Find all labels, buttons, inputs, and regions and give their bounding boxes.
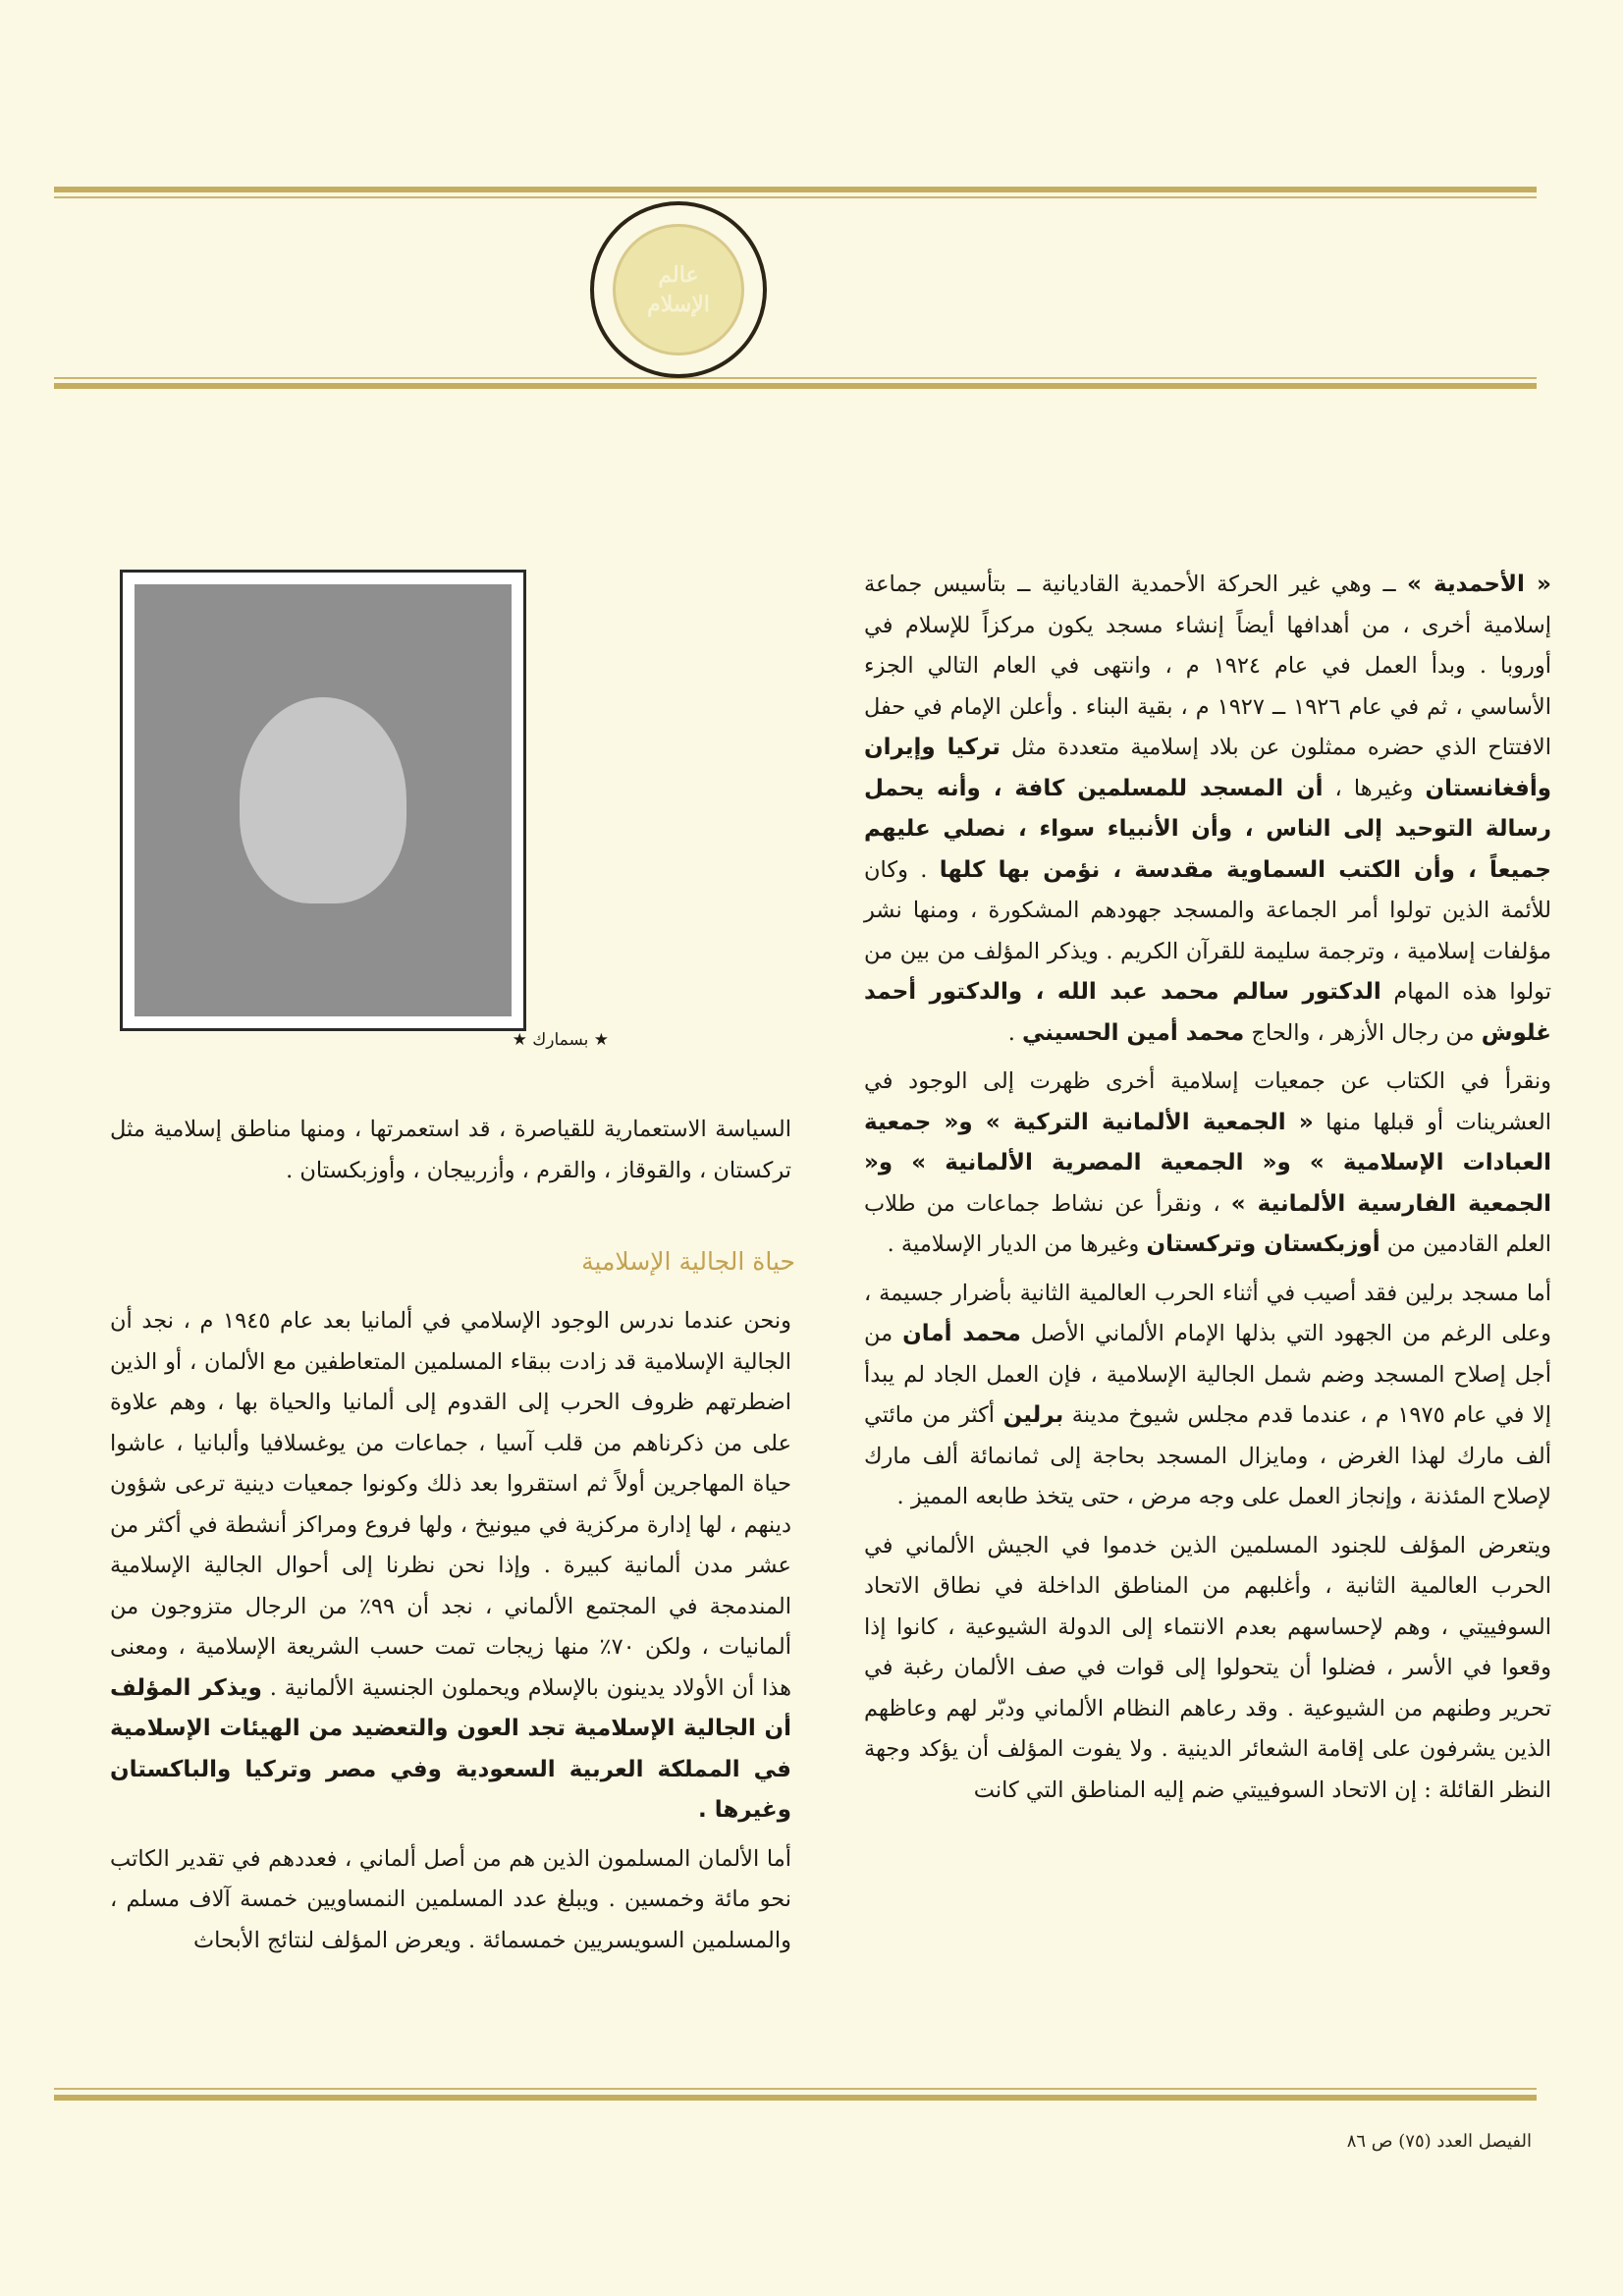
header-top-rule — [54, 187, 1537, 192]
paragraph-text: ونقرأ في الكتاب عن جمعيات إسلامية أخرى ظهرت إلى الوجود في العشرينات أو قبلها منها — [864, 1068, 1551, 1135]
paragraph-text: أما مسجد برلين فقد أصيب في أثناء الحرب العالمية الثانية بأضرار جسيمة ، وعلى الرغم من الجهود التي بذلها الإمام الألماني الأصل — [864, 1280, 1551, 1346]
emblem-line-1: عالم — [658, 262, 699, 288]
paragraph-text: وغيرها ، — [1323, 775, 1426, 801]
article-left-column — [110, 1301, 791, 1969]
article-paragraph: أما الألمان المسلمون الذين هم من أصل ألماني ، فعددهم في تقدير الكاتب نحو مائة وخمسين . ويبلغ عدد المسلمين النمساويين خمسة آلاف مسلم ، والمسلمين السويسريين خمسمائة . ويعرض المؤلف لنتائج الأبحاث — [110, 1845, 791, 1953]
article-paragraph — [110, 1301, 791, 1831]
header-bottom-rule — [54, 383, 1537, 389]
bold-text: محمد أمان — [902, 1321, 1021, 1346]
person-silhouette-icon — [240, 697, 406, 903]
page-footer: الفيصل العدد (٧٥) ص ٨٦ — [1346, 2131, 1532, 2152]
paragraph-text: . وكان للأئمة الذين تولوا أمر الجماعة والمسجد جهودهم المشكورة ، ومنها نشر مؤلفات إسلامية ، وترجمة سليمة للقرآن الكريم . ويذكر المؤلف من بين من تولوا هذه المهام — [864, 856, 1551, 1005]
bold-text: أن المسجد للمسلمين كافة ، وأنه يحمل رسالة التوحيد إلى الناس ، وأن الأنبياء سواء ، نصلي عليهم جميعاً ، وأن الكتب السماوية مقدسة ، نؤمن بها كلها — [864, 775, 1551, 883]
article-paragraph: السياسة الاستعمارية للقياصرة ، قد استعمرتها ، ومنها مناطق إسلامية مثل تركستان ، والقوقاز ، والقرم ، وأزربيجان ، وأوزبكستان . — [110, 1117, 791, 1183]
footer-thin-rule — [54, 2088, 1537, 2090]
bold-text: تركيا وإيران وأفغانستان — [864, 735, 1551, 801]
portrait-image-placeholder — [135, 584, 512, 1016]
section-heading: حياة الجالية الإسلامية — [581, 1247, 795, 1276]
article-right-column — [864, 565, 1551, 1819]
photo-caption: ★ بسمارك ★ — [512, 1030, 609, 1050]
paragraph-text: ونحن عندما ندرس الوجود الإسلامي في ألمانيا بعد عام ١٩٤٥ م ، نجد أن الجالية الإسلامية قد زادت ببقاء المسلمين المتعاطفين مع الألمان ، أو الذين اضطرتهم ظروف الحرب إلى القدوم إلى ألمانيا والحياة بها ، وهم علاوة على من ذكرناهم من قلب آسيا ، جماعات من يوغسلافيا وألبانيا ، عاشوا حياة المهاجرين أولاً ثم استقروا بعد ذلك وكونوا جمعيات دينية ترعى شؤون دينهم ، لها إدارة مركزية في ميونيخ ، ولها فروع ومراكز أنشطة في أكثر من عشر مدن ألمانية كبيرة . وإذا نحن نظرنا إلى أحوال الجالية الإسلامية المندمجة في المجتمع الألماني ، نجد أن ٩٩٪ من الرجال متزوجون من ألمانيات ، ولكن ٧٠٪ منها زيجات تمت حسب الشريعة الإسلامية ، ومعنى هذا أن الأولاد يدينون بالإسلام ويحملون الجنسية الألمانية . — [110, 1308, 792, 1701]
article-paragraph — [864, 1062, 1551, 1266]
bold-text: الدكتور سالم محمد عبد الله ، والدكتور أحمد غلوش — [864, 979, 1551, 1046]
section-emblem-inner — [613, 224, 744, 355]
bold-text: ويذكر المؤلف أن الجالية الإسلامية تجد العون والتعضيد من الهيئات الإسلامية في المملكة العربية السعودية وفي مصر وتركيا والباكستان وغيرها . — [110, 1674, 791, 1823]
header-bottom-thin-rule — [54, 377, 1537, 379]
paragraph-text: ، ونقرأ عن نشاط جماعات من طلاب العلم القادمين من — [864, 1190, 1551, 1257]
paragraph-text: أكثر من مائتي ألف مارك لهذا الغرض ، ومايزال المسجد بحاجة إلى ثمانمائة ألف مارك لإصلاح المئذنة ، وإنجاز العمل على وجه مرض ، حتى يتخذ طابعه المميز . — [864, 1402, 1551, 1509]
footer-rule — [54, 2095, 1537, 2101]
bold-text: « الجمعية الألمانية التركية » و« جمعية العبادات الإسلامية » و« الجمعية المصرية الألمانية » و« الجمعية الفارسية الألمانية » — [864, 1109, 1552, 1217]
header-top-thin-rule — [54, 196, 1537, 198]
paragraph-text: وغيرها من الديار الإسلامية . — [887, 1231, 1147, 1257]
emblem-line-2: الإسلام — [647, 292, 710, 317]
paragraph-text: . — [1007, 1019, 1022, 1046]
portrait-photo — [120, 570, 526, 1031]
section-emblem — [590, 201, 767, 378]
bold-text: برلين — [1002, 1402, 1064, 1428]
bold-text: أوزبكستان وتركستان — [1146, 1231, 1380, 1257]
paragraph-text: من أجل إصلاح المسجد وضم شمل الجالية الإسلامية ، فإن العمل الجاد لم يبدأ إلا في عام ١٩٧٥ م ، عندما قدم مجلس شيوخ مدينة — [864, 1321, 1551, 1428]
bold-text: « الأحمدية » — [1407, 572, 1551, 597]
bold-text: محمد أمين الحسيني — [1022, 1019, 1245, 1046]
paragraph-text: من رجال الأزهر ، والحاج — [1244, 1019, 1482, 1046]
left-column-intro — [110, 1110, 791, 1199]
article-paragraph: ويتعرض المؤلف للجنود المسلمين الذين خدموا في الجيش الألماني في الحرب العالمية الثانية ، وأغلبهم من المناطق الداخلة في نطاق الاتحاد السوفييتي ، وهم لإحساسهم بعدم الانتماء إلى الدولة الشيوعية ، كانوا إذا وقعوا في الأسر ، فضلوا أن يتحولوا إلى قوات في صف الألمان رغبة في تحرير وطنهم من الشيوعية . وقد رعاهم النظام الألماني ودبّر لهم وعاظهم الذين يشرفون على إقامة الشعائر الدينية . ولا يفوت المؤلف أن يؤكد وجهة النظر القائلة : إن الاتحاد السوفييتي ضم إليه المناطق التي كانت — [864, 1532, 1551, 1803]
paragraph-text: ــ وهي غير الحركة الأحمدية القاديانية ــ بتأسيس جماعة إسلامية أخرى ، من أهدافها أيضاً إنشاء مسجد يكون مركزاً للإسلام في أوروبا . وبدأ العمل في عام ١٩٢٤ م ، وانتهى في العام التالي الجزء الأساسي ، ثم في عام ١٩٢٦ ــ ١٩٢٧ م ، بقية البناء . وأعلن الإمام في حفل الافتتاح الذي حضره ممثلون عن بلاد إسلامية متعددة مثل — [864, 572, 1551, 760]
article-paragraph — [864, 565, 1551, 1054]
article-paragraph — [864, 1274, 1551, 1518]
